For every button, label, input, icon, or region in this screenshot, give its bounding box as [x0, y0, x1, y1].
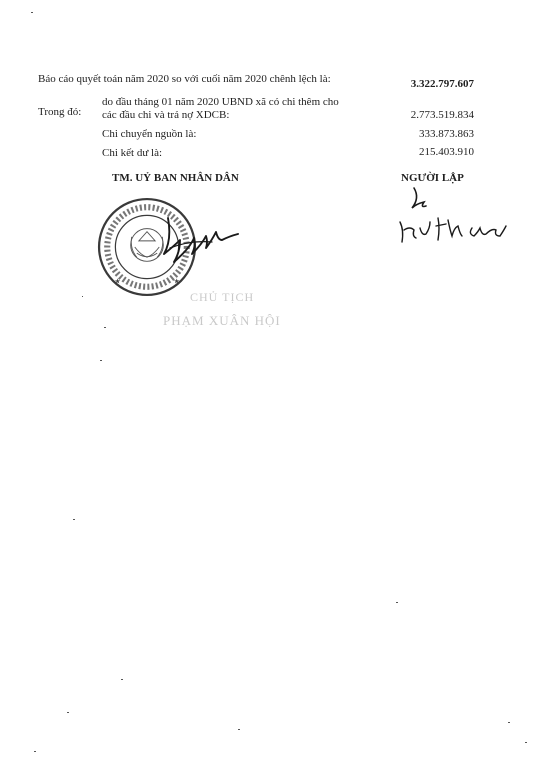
scan-speck	[73, 519, 75, 520]
scan-speck	[121, 679, 123, 680]
preparer-signature	[396, 184, 508, 252]
in-which-label: Trong đó:	[38, 106, 82, 118]
svg-text:★: ★	[114, 276, 121, 286]
scan-speck	[82, 296, 83, 297]
balance-spending-value: 215.403.910	[419, 146, 474, 158]
scan-speck	[31, 12, 33, 13]
scan-speck	[104, 327, 106, 328]
scan-speck	[396, 602, 398, 603]
balance-spending-label: Chi kết dư là:	[102, 147, 163, 159]
extra-spending-label-line2: các đầu chi và trả nợ XDCB:	[102, 109, 230, 121]
preparer-signature-heading: NGƯỜI LẬP	[401, 172, 464, 184]
scan-speck	[67, 712, 69, 713]
extra-spending-value: 2.773.519.834	[410, 109, 474, 121]
chairman-name: PHẠM XUÂN HỘI	[163, 313, 281, 328]
settlement-difference-label: Báo cáo quyết toán năm 2020 so với cuối năm 2020 chênh lệch là:	[38, 73, 331, 85]
scan-speck	[100, 360, 102, 361]
scan-speck	[34, 751, 36, 752]
svg-text:★: ★	[173, 276, 180, 286]
extra-spending-label-line1: do đầu tháng 01 năm 2020 UBND xã có chi thêm cho	[102, 96, 339, 108]
transfer-spending-value: 333.873.863	[419, 128, 474, 140]
transfer-spending-label: Chi chuyển nguồn là:	[102, 128, 197, 140]
scan-speck	[508, 722, 510, 723]
committee-signature-heading: TM. UỶ BAN NHÂN DÂN	[112, 172, 239, 184]
settlement-difference-value: 3.322.797.607	[410, 78, 474, 90]
scan-speck	[525, 742, 527, 743]
scan-speck	[238, 729, 240, 730]
chairman-signature	[150, 210, 242, 270]
chairman-title: CHỦ TỊCH	[190, 290, 255, 304]
